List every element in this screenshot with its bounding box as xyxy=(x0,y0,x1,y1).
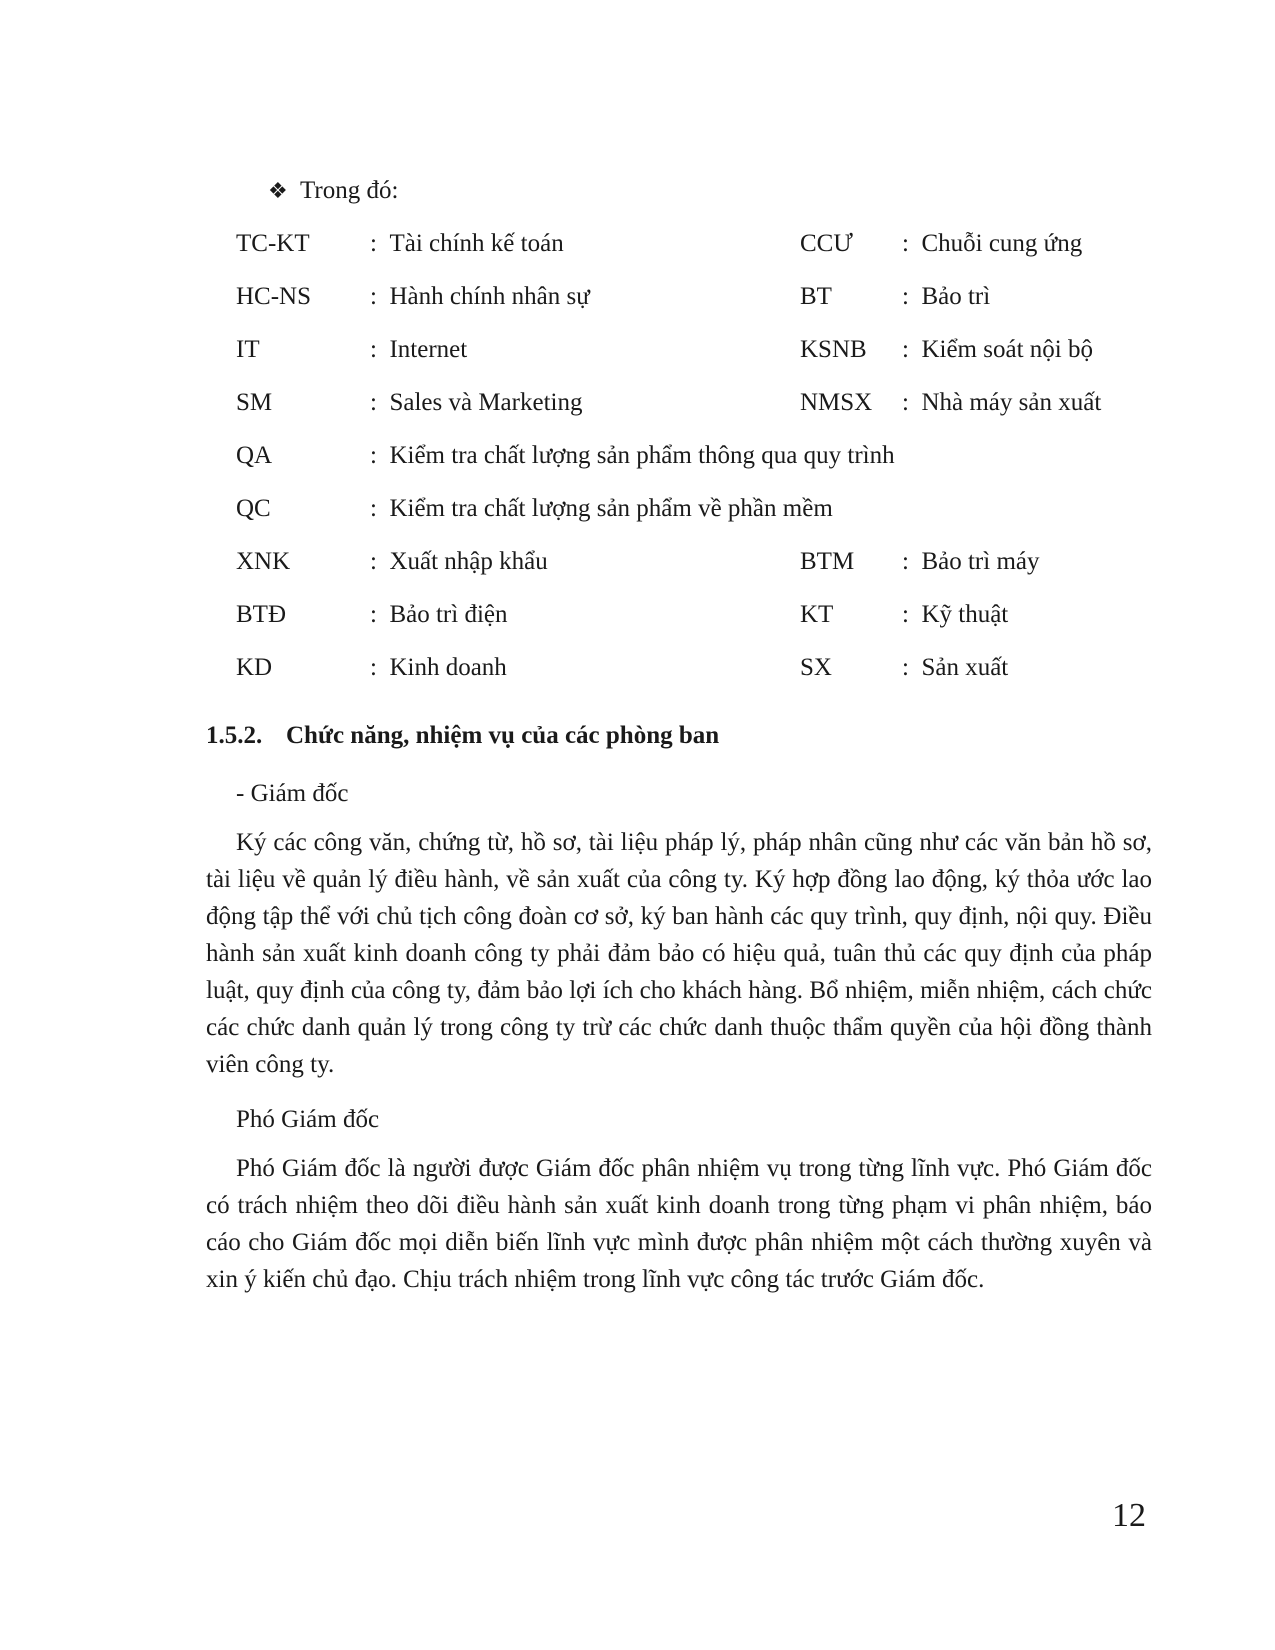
abbreviation-row xyxy=(0,493,1275,525)
abbreviation-code: CCƯ xyxy=(800,230,853,257)
abbreviation-code: BTM xyxy=(800,548,855,575)
deputy-director-heading: Phó Giám đốc xyxy=(236,1106,380,1133)
abbreviation-code: KT xyxy=(800,601,834,628)
abbreviation-row xyxy=(0,440,1275,472)
abbreviation-code: XNK xyxy=(236,548,291,575)
section-number: 1.5.2. xyxy=(206,722,263,749)
abbreviation-code: SX xyxy=(800,654,832,681)
abbreviation-description: : Sản xuất xyxy=(902,654,1009,681)
abbreviation-description: : Hành chính nhân sự xyxy=(370,283,590,310)
abbreviation-description: : Kiểm tra chất lượng sản phẩm thông qua quy trình xyxy=(370,442,895,469)
director-paragraph: Ký các công văn, chứng từ, hồ sơ, tài liệu pháp lý, pháp nhân cũng như các văn bản hồ sơ, tài liệu về quản lý điều hành, về sản xuất của công ty. Ký hợp đồng lao động, ký thỏa ước lao động tập thể với chủ tịch công đoàn cơ sở, ký ban hành các quy trình, quy định, nội quy. Điều hành sản xuất kinh doanh công ty phải đảm bảo có hiệu quả, tuân thủ các quy định của pháp luật, quy định của công ty, đảm bảo lợi ích cho khách hàng. Bổ nhiệm, miễn nhiệm, cách chức các chức danh quản lý trong công ty trừ các chức danh thuộc thẩm quyền của hội đồng thành viên công ty. xyxy=(206,829,1152,1078)
abbreviation-description: : Internet xyxy=(370,336,468,363)
abbreviation-description: : Kiểm tra chất lượng sản phẩm về phần mềm xyxy=(370,495,833,522)
director-heading: - Giám đốc xyxy=(236,780,349,807)
abbreviation-description: : Bảo trì điện xyxy=(370,601,508,628)
abbreviation-code: SM xyxy=(236,389,273,416)
abbreviation-row xyxy=(0,546,1275,578)
section-heading xyxy=(206,720,719,752)
abbreviation-description: : Kinh doanh xyxy=(370,654,507,681)
abbreviation-description: : Xuất nhập khẩu xyxy=(370,548,548,575)
abbreviation-code: BTĐ xyxy=(236,601,286,628)
abbreviation-row xyxy=(0,228,1275,260)
abbreviation-description: : Bảo trì xyxy=(902,283,991,310)
abbreviation-row xyxy=(0,387,1275,419)
abbreviation-row xyxy=(0,599,1275,631)
abbreviation-description: : Sales và Marketing xyxy=(370,389,583,416)
abbreviation-code: QA xyxy=(236,442,273,469)
abbreviation-code: HC-NS xyxy=(236,283,312,310)
abbreviation-row xyxy=(0,281,1275,313)
diamond-bullet-icon: ❖ xyxy=(268,179,288,204)
abbreviation-code: IT xyxy=(236,336,260,363)
abbreviation-code: KSNB xyxy=(800,336,867,363)
abbreviation-description: : Nhà máy sản xuất xyxy=(902,389,1102,416)
abbreviation-code: TC-KT xyxy=(236,230,310,257)
abbreviation-description: : Kỹ thuật xyxy=(902,601,1009,628)
abbreviation-description: : Bảo trì máy xyxy=(902,548,1040,575)
abbreviation-row xyxy=(0,334,1275,366)
deputy-director-paragraph: Phó Giám đốc là người được Giám đốc phân nhiệm vụ trong từng lĩnh vực. Phó Giám đốc có trách nhiệm theo dõi điều hành sản xuất kinh doanh trong từng phạm vi phân nhiệm, báo cáo cho Giám đốc mọi diễn biến lĩnh vực mình được phân nhiệm một cách thường xuyên và xin ý kiến chủ đạo. Chịu trách nhiệm trong lĩnh vực công tác trước Giám đốc. xyxy=(206,1155,1152,1293)
abbreviation-description: : Kiểm soát nội bộ xyxy=(902,336,1093,363)
section-title: Chức năng, nhiệm vụ của các phòng ban xyxy=(286,722,720,749)
abbreviation-row xyxy=(0,652,1275,684)
abbreviation-description: : Chuỗi cung ứng xyxy=(902,230,1083,257)
page-number: 12 xyxy=(1112,1497,1146,1534)
abbreviation-code: BT xyxy=(800,283,832,310)
abbreviation-code: NMSX xyxy=(800,389,873,416)
abbreviation-code: QC xyxy=(236,495,271,522)
abbreviation-description: : Tài chính kế toán xyxy=(370,230,564,257)
abbreviation-code: KD xyxy=(236,654,273,681)
intro-line xyxy=(268,176,398,207)
intro-text: Trong đó: xyxy=(300,177,399,204)
